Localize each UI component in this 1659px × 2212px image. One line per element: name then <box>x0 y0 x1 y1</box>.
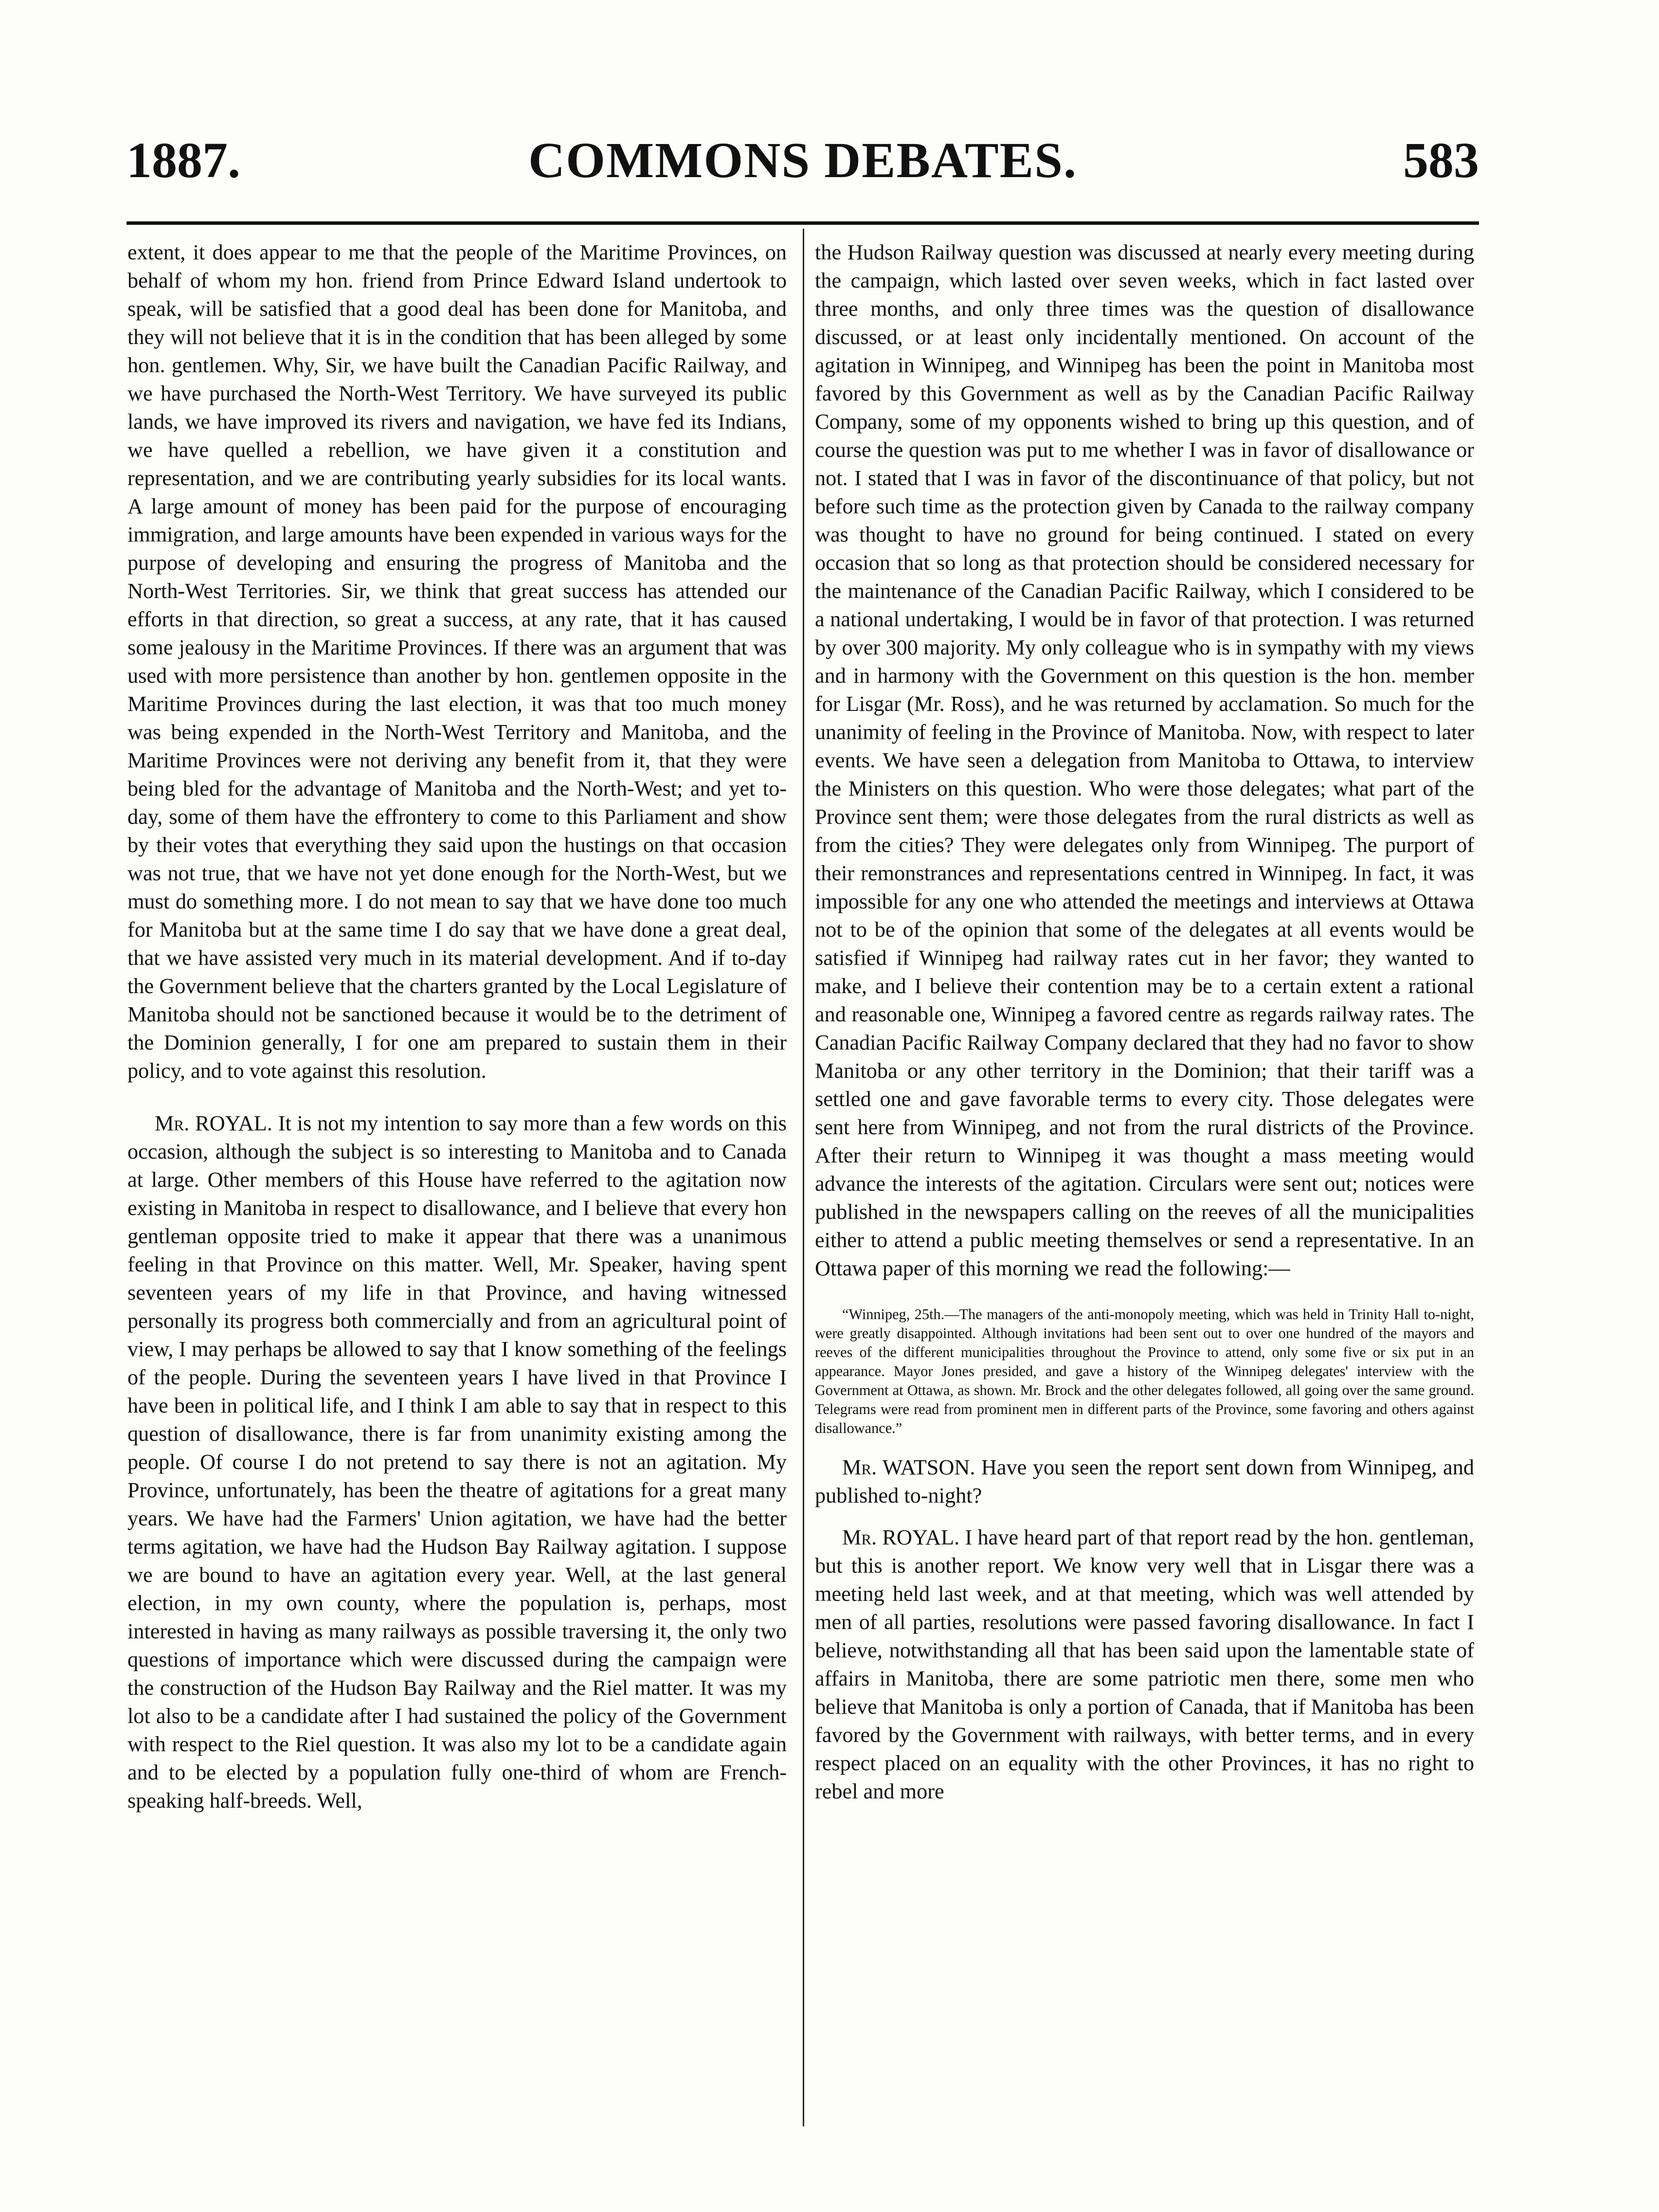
speech-royal <box>127 1109 787 1815</box>
speech-text: It is not my intention to say more than a few words on this occasion, although the subject is so interesting to Manitoba and to Canada at large. Other members of this House have referred to the agitation now existing in Manitoba in respect to disallowance, and I believe that every hon gentleman opposite tried to make it appear that there was a unanimous feeling in that Province on this matter. Well, Mr. Speaker, having spent seventeen years of my life in that Province, and having witnessed personally its progress both commercially and from an agricultural point of view, I may perhaps be allowed to say that I know something of the feelings of the people. During the seventeen years I have lived in that Province I have been in political life, and I think I am able to say that in respect to this question of disallowance, there is far from unanimity existing among the people. Of course I do not pretend to say there is not an agitation. My Province, unfortunately, has been the theatre of agitations for a great many years. We have had the Farmers' Union agitation, we have had the better terms agitation, we have had the Hudson Bay Railway agitation. I suppose we are bound to have an agitation every year. Well, at the last general election, in my own county, where the population is, perhaps, most interested in having as many railways as possible traversing it, the only two questions of importance which were discussed during the campaign were the construction of the Hudson Bay Railway and the Riel matter. It was my lot also to be a candidate after I had sustained the policy of the Government with respect to the Riel question. It was also my lot to be a candidate again and to be elected by a population fully one-third of whom are French-speaking half-breeds. Well, <box>127 1111 787 1813</box>
quoted-report: “Winnipeg, 25th.—The managers of the anti-monopoly meeting, which was held in Trinity Hall to-night, were greatly disappointed. Although invitations had been sent out to over one hundred of the mayors and reeves of the different municipalities throughout the Province to attend, only some five or six put in an appearance. Mayor Jones presided, and gave a history of the Winnipeg delegates' interview with the Government at Ottawa, as shown. Mr. Brock and the other delegates followed, all going over the same ground. Telegrams were read from prominent men in different parts of the Province, some favoring and others against disallowance.” <box>815 1306 1474 1436</box>
paragraph: extent, it does appear to me that the people of the Maritime Provinces, on behalf of whom my hon. friend from Prince Edward Island undertook to speak, will be satisfied that a good deal has been done for Manitoba, and they will not believe that it is in the condition that has been alleged by some hon. gentlemen. Why, Sir, we have built the Canadian Pacific Railway, and we have purchased the North-West Territory. We have surveyed its public lands, we have improved its rivers and navigation, we have fed its Indians, we have quelled a rebellion, we have given it a constitution and representation, and we are contributing yearly subsidies for its local wants. A large amount of money has been paid for the purpose of encouraging immigration, and large amounts have been expended in various ways for the purpose of developing and ensuring the progress of Manitoba and the North-West Territories. Sir, we think that great success has attended our efforts in that direction, so great a success, at any rate, that it has caused some jealousy in the Maritime Provinces. If there was an argument that was used with more persistence than another by hon. gentlemen opposite in the Maritime Provinces during the last election, it was that too much money was being expended in the North-West Territory and Manitoba, and the Maritime Provinces were not deriving any benefit from it, that they were being bled for the advantage of Manitoba and the North-West; and yet to-day, some of them have the effrontery to come to this Parliament and show by their votes that everything they said upon the hustings on that occasion was not true, that we have not yet done enough for the North-West, but we must do something more. I do not mean to say that we have done too much for Manitoba but at the same time I do say that we have done a great deal, that we have assisted very much in its material development. And if to-day the Government believe that the charters granted by the Local Legislature of Manitoba should not be sanctioned because it would be to the detriment of the Dominion generally, I for one am prepared to sustain them in their policy, and to vote against this resolution. <box>127 240 787 1083</box>
speaker-name: Mr. WATSON. <box>842 1455 975 1479</box>
speaker-name: Mr. ROYAL. <box>155 1111 272 1135</box>
page-header <box>126 124 1479 202</box>
speech-watson <box>815 1453 1474 1510</box>
right-column <box>815 238 1474 1806</box>
left-column <box>127 238 787 1815</box>
page-number: 583 <box>1403 132 1479 188</box>
page-title: COMMONS DEBATES. <box>528 132 1077 188</box>
column-divider <box>803 229 804 2126</box>
speaker-name: Mr. ROYAL. <box>842 1525 960 1549</box>
speech-text: I have heard part of that report read by the hon. gentleman, but this is another report. We know very well that in Lisgar there was a meeting held last week, and at that meeting, which was well attended by men of all parties, resolutions were passed favoring disallowance. In fact I believe, notwithstanding all that has been said upon the lamentable state of affairs in Manitoba, there are some patriotic men there, some men who believe that Manitoba is only a portion of Canada, that if Manitoba has been favored by the Government with railways, with better terms, and in every respect placed on an equality with the other Provinces, it has no right to rebel and more <box>815 1525 1475 1803</box>
header-rule <box>126 221 1479 225</box>
year: 1887. <box>126 132 240 188</box>
speech-royal-2 <box>815 1523 1474 1806</box>
paragraph: the Hudson Railway question was discussed at nearly every meeting during the campaign, which lasted over seven weeks, which in fact lasted over three months, and only three times was the question of disallowance discussed, or at least only incidentally mentioned. On account of the agitation in Winnipeg, and Winnipeg has been the point in Manitoba most favored by this Government as well as by the Canadian Pacific Railway Company, some of my opponents wished to bring up this question, and of course the question was put to me whether I was in favor of disallowance or not. I stated that I was in favor of the discontinuance of that policy, but not before such time as the protection given by Canada to the railway company was thought to have no ground for being continued. I stated on every occasion that so long as that protection should be considered necessary for the maintenance of the Canadian Pacific Railway, which I considered to be a national undertaking, I would be in favor of that protection. I was returned by over 300 majority. My only colleague who is in sympathy with my views and in harmony with the Government on this question is the hon. member for Lisgar (Mr. Ross), and he was returned by acclamation. So much for the unanimity of feeling in the Province of Manitoba. Now, with respect to later events. We have seen a delegation from Manitoba to Ottawa, to interview the Ministers on this question. Who were those delegates; what part of the Province sent them; were those delegates from the rural districts as well as from the cities? They were delegates only from Winnipeg. The purport of their remonstrances and representations centred in Winnipeg. In fact, it was impossible for any one who attended the meetings and interviews at Ottawa not to be of the opinion that some of the delegates at all events would be satisfied if Winnipeg had railway rates cut in her favor; they wanted to make, and I believe their contention may be to a certain extent a rational and reasonable one, Winnipeg a favored centre as regards railway rates. The Canadian Pacific Railway Company declared that they had no favor to show Manitoba or any other territory in the Dominion; that their tariff was a settled one and gave favorable terms to every city. Those delegates were sent here from Winnipeg, and not from the rural districts of the Province. After their return to Winnipeg it was thought a mass meeting would advance the interests of the agitation. Circulars were sent out; notices were published in the newspapers calling on the reeves of all the municipalities either to attend a public meeting themselves or send a representative. In an Ottawa paper of this morning we read the following:— <box>815 240 1474 1280</box>
speech-text: Have you seen the report sent down from Winnipeg, and published to-night? <box>815 1455 1475 1507</box>
